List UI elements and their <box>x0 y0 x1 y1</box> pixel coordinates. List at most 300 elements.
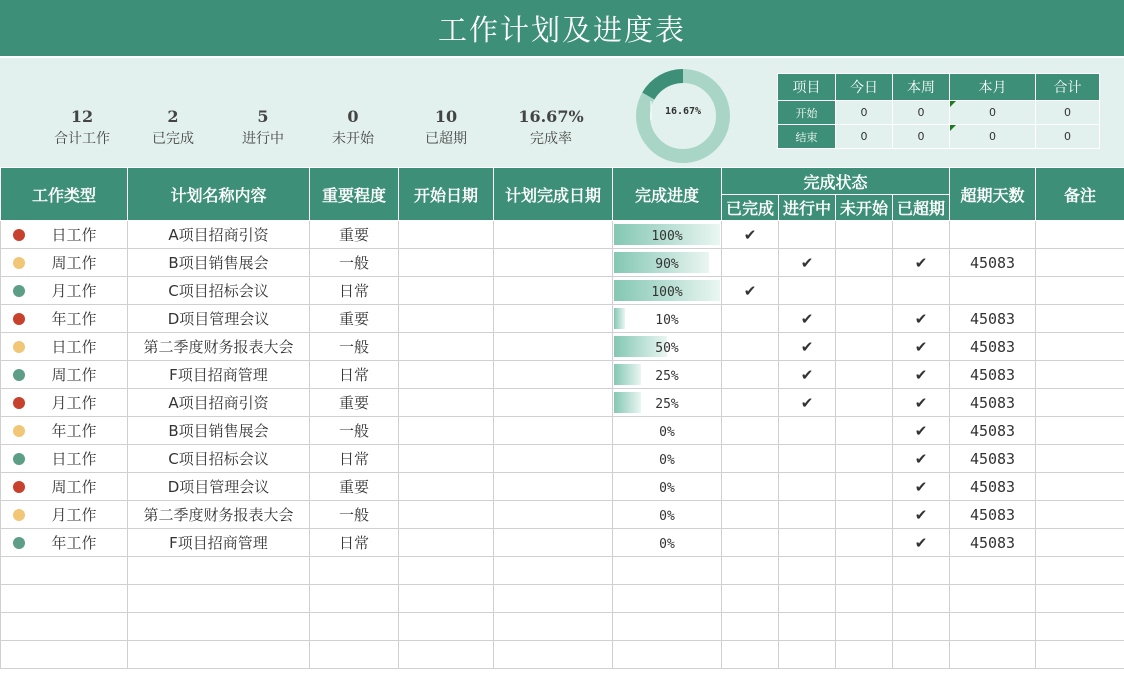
start-date-cell[interactable] <box>399 361 494 389</box>
work-type-text: 周工作 <box>51 254 97 272</box>
remarks-cell[interactable] <box>1036 221 1124 249</box>
work-type-cell[interactable] <box>1 529 128 557</box>
planned-end-date-cell[interactable] <box>494 389 613 417</box>
work-type-cell[interactable] <box>1 389 128 417</box>
completed-check-cell[interactable] <box>722 529 779 557</box>
empty-cell[interactable] <box>128 585 310 613</box>
completed-check-cell[interactable] <box>722 501 779 529</box>
status-dot-icon <box>13 313 25 325</box>
mini-header: 本月 <box>950 74 1036 101</box>
progress-text: 50% <box>655 340 679 356</box>
empty-cell[interactable] <box>310 641 399 669</box>
empty-cell[interactable] <box>1036 585 1124 613</box>
status-dot-icon <box>13 285 25 297</box>
overdue-check-cell[interactable]: ✔ <box>893 473 950 501</box>
table-row <box>1 333 1124 361</box>
stat-completion-rate <box>506 106 596 150</box>
empty-cell[interactable] <box>893 641 950 669</box>
planned-end-date-cell[interactable] <box>494 221 613 249</box>
overdue-check-cell[interactable]: ✔ <box>893 445 950 473</box>
start-date-cell[interactable] <box>399 473 494 501</box>
mini-cell[interactable]: 0 <box>1036 125 1100 149</box>
work-plan-table <box>0 167 1124 669</box>
planned-end-date-cell[interactable] <box>494 445 613 473</box>
empty-cell[interactable] <box>950 585 1036 613</box>
overdue-days-cell[interactable] <box>950 277 1036 305</box>
stat-value: 2 <box>167 107 179 126</box>
stat-not-started <box>308 106 398 150</box>
table-row <box>1 389 1124 417</box>
status-dot-icon <box>13 509 25 521</box>
donut-label: 16.67% <box>664 106 702 117</box>
progress-text: 0% <box>659 452 675 468</box>
start-date-cell[interactable] <box>399 445 494 473</box>
not-started-check-cell[interactable] <box>836 249 893 277</box>
progress-cell[interactable] <box>613 221 722 249</box>
in-progress-check-cell[interactable]: ✔ <box>779 333 836 361</box>
work-type-text: 日工作 <box>51 338 97 356</box>
empty-cell[interactable] <box>613 613 722 641</box>
completed-check-cell[interactable] <box>722 361 779 389</box>
empty-cell[interactable] <box>1036 613 1124 641</box>
header-start-date: 开始日期 <box>399 168 494 221</box>
progress-text: 10% <box>655 312 679 328</box>
start-date-cell[interactable] <box>399 305 494 333</box>
progress-cell[interactable] <box>613 249 722 277</box>
plan-name-cell[interactable]: F项目招商管理 <box>128 529 310 557</box>
not-started-check-cell[interactable] <box>836 445 893 473</box>
progress-cell[interactable] <box>613 445 722 473</box>
empty-cell[interactable] <box>722 641 779 669</box>
mini-cell[interactable]: 0 <box>893 101 950 125</box>
overdue-days-cell[interactable]: 45083 <box>950 529 1036 557</box>
completed-check-cell[interactable] <box>722 333 779 361</box>
empty-cell[interactable] <box>836 585 893 613</box>
in-progress-check-cell[interactable]: ✔ <box>779 305 836 333</box>
progress-bar-fill <box>614 392 641 413</box>
importance-cell[interactable]: 一般 <box>310 249 399 277</box>
remarks-cell[interactable] <box>1036 277 1124 305</box>
progress-bar-fill <box>614 308 625 329</box>
planned-end-date-cell[interactable] <box>494 277 613 305</box>
planned-end-date-cell[interactable] <box>494 529 613 557</box>
mini-cell[interactable]: 0 <box>836 101 893 125</box>
empty-cell[interactable] <box>1036 557 1124 585</box>
stat-value: 0 <box>347 107 359 126</box>
table-row <box>1 445 1124 473</box>
not-started-check-cell[interactable] <box>836 361 893 389</box>
stat-overdue <box>401 106 491 150</box>
completed-check-cell[interactable] <box>722 249 779 277</box>
start-date-cell[interactable] <box>399 249 494 277</box>
in-progress-check-cell[interactable]: ✔ <box>779 361 836 389</box>
overdue-check-cell[interactable]: ✔ <box>893 417 950 445</box>
importance-cell[interactable]: 日常 <box>310 361 399 389</box>
start-date-cell[interactable] <box>399 333 494 361</box>
remarks-cell[interactable] <box>1036 501 1124 529</box>
stat-value: 16.67% <box>518 107 584 126</box>
empty-cell[interactable] <box>128 613 310 641</box>
in-progress-check-cell[interactable] <box>779 473 836 501</box>
progress-cell[interactable] <box>613 473 722 501</box>
not-started-check-cell[interactable] <box>836 221 893 249</box>
stat-label: 已超期 <box>425 131 467 147</box>
remarks-cell[interactable] <box>1036 473 1124 501</box>
not-started-check-cell[interactable] <box>836 305 893 333</box>
in-progress-check-cell[interactable] <box>779 501 836 529</box>
progress-text: 0% <box>659 536 675 552</box>
work-type-cell[interactable] <box>1 277 128 305</box>
progress-cell[interactable] <box>613 389 722 417</box>
work-type-cell[interactable] <box>1 305 128 333</box>
work-type-cell[interactable] <box>1 445 128 473</box>
table-row <box>1 361 1124 389</box>
mini-header: 今日 <box>836 74 893 101</box>
work-type-cell[interactable] <box>1 501 128 529</box>
comment-marker-icon <box>950 125 956 131</box>
overdue-check-cell[interactable]: ✔ <box>893 305 950 333</box>
start-date-cell[interactable] <box>399 221 494 249</box>
progress-text: 0% <box>659 508 675 524</box>
plan-name-cell[interactable]: F项目招商管理 <box>128 361 310 389</box>
remarks-cell[interactable] <box>1036 333 1124 361</box>
importance-cell[interactable]: 重要 <box>310 389 399 417</box>
stat-completed <box>128 106 218 150</box>
plan-name-cell[interactable]: A项目招商引资 <box>128 221 310 249</box>
empty-cell[interactable] <box>722 613 779 641</box>
importance-cell[interactable]: 一般 <box>310 333 399 361</box>
empty-cell[interactable] <box>494 641 613 669</box>
plan-name-cell[interactable]: B项目销售展会 <box>128 249 310 277</box>
header-plan-name: 计划名称内容 <box>128 168 310 221</box>
overdue-check-cell[interactable]: ✔ <box>893 333 950 361</box>
planned-end-date-cell[interactable] <box>494 333 613 361</box>
remarks-cell[interactable] <box>1036 305 1124 333</box>
page-title: 工作计划及进度表 <box>0 0 1124 56</box>
empty-cell[interactable] <box>1 585 128 613</box>
overdue-days-cell[interactable]: 45083 <box>950 249 1036 277</box>
plan-name-cell[interactable]: C项目招标会议 <box>128 445 310 473</box>
table-row <box>1 473 1124 501</box>
empty-cell[interactable] <box>494 557 613 585</box>
empty-cell[interactable] <box>613 641 722 669</box>
progress-cell[interactable] <box>613 361 722 389</box>
empty-cell[interactable] <box>399 613 494 641</box>
progress-cell[interactable] <box>613 529 722 557</box>
stat-value: 12 <box>70 107 94 126</box>
not-started-check-cell[interactable] <box>836 417 893 445</box>
empty-table-row <box>1 585 1124 613</box>
status-dot-icon <box>13 229 25 241</box>
mini-header: 本周 <box>893 74 950 101</box>
progress-text: 0% <box>659 424 675 440</box>
planned-end-date-cell[interactable] <box>494 361 613 389</box>
empty-cell[interactable] <box>779 557 836 585</box>
importance-cell[interactable]: 重要 <box>310 221 399 249</box>
overdue-check-cell[interactable] <box>893 277 950 305</box>
completed-check-cell[interactable] <box>722 445 779 473</box>
start-date-cell[interactable] <box>399 389 494 417</box>
work-type-cell[interactable] <box>1 417 128 445</box>
remarks-cell[interactable] <box>1036 389 1124 417</box>
status-dot-icon <box>13 425 25 437</box>
overdue-check-cell[interactable]: ✔ <box>893 501 950 529</box>
not-started-check-cell[interactable] <box>836 473 893 501</box>
subheader-not-started: 未开始 <box>836 195 893 221</box>
subheader-in-progress: 进行中 <box>779 195 836 221</box>
summary-panel <box>0 58 1124 167</box>
overdue-days-cell[interactable]: 45083 <box>950 501 1036 529</box>
importance-cell[interactable]: 一般 <box>310 501 399 529</box>
progress-text: 0% <box>659 480 675 496</box>
in-progress-check-cell[interactable] <box>779 445 836 473</box>
empty-cell[interactable] <box>836 641 893 669</box>
start-date-cell[interactable] <box>399 529 494 557</box>
completed-check-cell[interactable]: ✔ <box>722 277 779 305</box>
empty-cell[interactable] <box>779 613 836 641</box>
empty-cell[interactable] <box>613 557 722 585</box>
completed-check-cell[interactable] <box>722 417 779 445</box>
work-type-text: 周工作 <box>51 366 97 384</box>
plan-name-cell[interactable]: D项目管理会议 <box>128 305 310 333</box>
table-row <box>1 249 1124 277</box>
importance-cell[interactable]: 重要 <box>310 305 399 333</box>
table-row <box>1 305 1124 333</box>
progress-text: 25% <box>655 368 679 384</box>
completed-check-cell[interactable] <box>722 389 779 417</box>
overdue-check-cell[interactable]: ✔ <box>893 529 950 557</box>
progress-cell[interactable] <box>613 333 722 361</box>
work-type-text: 日工作 <box>51 226 97 244</box>
stat-in-progress <box>218 106 308 150</box>
empty-cell[interactable] <box>310 557 399 585</box>
comment-marker-icon <box>950 101 956 107</box>
mini-cell[interactable]: 0 <box>893 125 950 149</box>
in-progress-check-cell[interactable] <box>779 529 836 557</box>
stat-total <box>37 106 127 150</box>
remarks-cell[interactable] <box>1036 249 1124 277</box>
empty-cell[interactable] <box>310 585 399 613</box>
remarks-cell[interactable] <box>1036 417 1124 445</box>
not-started-check-cell[interactable] <box>836 389 893 417</box>
overdue-days-cell[interactable]: 45083 <box>950 305 1036 333</box>
plan-name-cell[interactable]: D项目管理会议 <box>128 473 310 501</box>
header-remarks: 备注 <box>1036 168 1124 221</box>
mini-row-label: 开始 <box>778 101 836 125</box>
subheader-completed: 已完成 <box>722 195 779 221</box>
stat-value: 5 <box>257 107 269 126</box>
completed-check-cell[interactable] <box>722 305 779 333</box>
empty-table-row <box>1 557 1124 585</box>
table-row <box>1 501 1124 529</box>
plan-name-cell[interactable]: B项目销售展会 <box>128 417 310 445</box>
status-dot-icon <box>13 537 25 549</box>
overdue-days-cell[interactable]: 45083 <box>950 389 1036 417</box>
overdue-days-cell[interactable]: 45083 <box>950 445 1036 473</box>
empty-cell[interactable] <box>950 641 1036 669</box>
overdue-days-cell[interactable]: 45083 <box>950 473 1036 501</box>
empty-cell[interactable] <box>494 613 613 641</box>
not-started-check-cell[interactable] <box>836 277 893 305</box>
start-date-cell[interactable] <box>399 277 494 305</box>
importance-cell[interactable]: 日常 <box>310 529 399 557</box>
planned-end-date-cell[interactable] <box>494 417 613 445</box>
mini-header: 项目 <box>778 74 836 101</box>
empty-cell[interactable] <box>836 557 893 585</box>
empty-cell[interactable] <box>950 557 1036 585</box>
start-date-cell[interactable] <box>399 501 494 529</box>
importance-cell[interactable]: 日常 <box>310 277 399 305</box>
work-type-text: 日工作 <box>51 450 97 468</box>
stat-label: 完成率 <box>530 131 572 147</box>
empty-cell[interactable] <box>399 585 494 613</box>
overdue-check-cell[interactable] <box>893 221 950 249</box>
empty-cell[interactable] <box>1036 641 1124 669</box>
overdue-days-cell[interactable]: 45083 <box>950 361 1036 389</box>
empty-table-row <box>1 613 1124 641</box>
remarks-cell[interactable] <box>1036 445 1124 473</box>
empty-cell[interactable] <box>310 613 399 641</box>
work-type-cell[interactable] <box>1 249 128 277</box>
overdue-check-cell[interactable]: ✔ <box>893 389 950 417</box>
mini-cell-value: 0 <box>989 106 996 119</box>
header-overdue-days: 超期天数 <box>950 168 1036 221</box>
planned-end-date-cell[interactable] <box>494 249 613 277</box>
plan-name-cell[interactable]: 第二季度财务报表大会 <box>128 333 310 361</box>
start-date-cell[interactable] <box>399 417 494 445</box>
stat-label: 合计工作 <box>54 131 110 147</box>
status-dot-icon <box>13 369 25 381</box>
importance-cell[interactable]: 日常 <box>310 445 399 473</box>
work-type-text: 月工作 <box>51 506 97 524</box>
empty-table-row <box>1 641 1124 669</box>
plan-name-cell[interactable]: A项目招商引资 <box>128 389 310 417</box>
mini-cell-value: 0 <box>989 130 996 143</box>
status-dot-icon <box>13 257 25 269</box>
header-work-type: 工作类型 <box>1 168 128 221</box>
empty-cell[interactable] <box>779 641 836 669</box>
plan-name-cell[interactable]: C项目招标会议 <box>128 277 310 305</box>
work-type-text: 年工作 <box>51 310 97 328</box>
table-row <box>1 277 1124 305</box>
mini-cell[interactable] <box>950 125 1036 149</box>
empty-cell[interactable] <box>613 585 722 613</box>
empty-cell[interactable] <box>722 585 779 613</box>
stat-label: 已完成 <box>152 131 194 147</box>
header-completion-status: 完成状态 <box>722 168 950 195</box>
status-dot-icon <box>13 341 25 353</box>
empty-cell[interactable] <box>128 557 310 585</box>
importance-cell[interactable]: 重要 <box>310 473 399 501</box>
header-planned-end-date: 计划完成日期 <box>494 168 613 221</box>
work-type-text: 月工作 <box>51 282 97 300</box>
not-started-check-cell[interactable] <box>836 529 893 557</box>
importance-cell[interactable]: 一般 <box>310 417 399 445</box>
empty-cell[interactable] <box>399 641 494 669</box>
not-started-check-cell[interactable] <box>836 501 893 529</box>
plan-name-cell[interactable]: 第二季度财务报表大会 <box>128 501 310 529</box>
planned-end-date-cell[interactable] <box>494 473 613 501</box>
empty-cell[interactable] <box>1 613 128 641</box>
progress-cell[interactable] <box>613 305 722 333</box>
progress-text: 90% <box>655 256 679 272</box>
progress-cell[interactable] <box>613 277 722 305</box>
status-dot-icon <box>13 481 25 493</box>
mini-cell[interactable]: 0 <box>1036 101 1100 125</box>
table-row <box>1 417 1124 445</box>
work-type-text: 年工作 <box>51 534 97 552</box>
in-progress-check-cell[interactable]: ✔ <box>779 249 836 277</box>
overdue-check-cell[interactable]: ✔ <box>893 249 950 277</box>
stat-label: 未开始 <box>332 131 374 147</box>
empty-cell[interactable] <box>128 641 310 669</box>
progress-cell[interactable] <box>613 417 722 445</box>
mini-cell[interactable] <box>950 101 1036 125</box>
progress-text: 25% <box>655 396 679 412</box>
empty-cell[interactable] <box>950 613 1036 641</box>
empty-cell[interactable] <box>893 557 950 585</box>
progress-text: 100% <box>651 228 683 244</box>
completed-check-cell[interactable] <box>722 473 779 501</box>
overdue-check-cell[interactable]: ✔ <box>893 361 950 389</box>
work-type-cell[interactable] <box>1 221 128 249</box>
remarks-cell[interactable] <box>1036 529 1124 557</box>
planned-end-date-cell[interactable] <box>494 501 613 529</box>
overdue-days-cell[interactable] <box>950 221 1036 249</box>
mini-cell[interactable]: 0 <box>836 125 893 149</box>
status-dot-icon <box>13 397 25 409</box>
remarks-cell[interactable] <box>1036 361 1124 389</box>
table-row <box>1 221 1124 249</box>
empty-cell[interactable] <box>399 557 494 585</box>
progress-cell[interactable] <box>613 501 722 529</box>
table-row <box>1 529 1124 557</box>
empty-cell[interactable] <box>893 585 950 613</box>
subheader-overdue: 已超期 <box>893 195 950 221</box>
empty-cell[interactable] <box>1 641 128 669</box>
mini-row-label: 结束 <box>778 125 836 149</box>
not-started-check-cell[interactable] <box>836 333 893 361</box>
empty-cell[interactable] <box>494 585 613 613</box>
status-dot-icon <box>13 453 25 465</box>
completed-check-cell[interactable]: ✔ <box>722 221 779 249</box>
empty-cell[interactable] <box>779 585 836 613</box>
in-progress-check-cell[interactable] <box>779 277 836 305</box>
in-progress-check-cell[interactable] <box>779 221 836 249</box>
work-type-cell[interactable] <box>1 333 128 361</box>
progress-bar-fill <box>614 364 641 385</box>
header-importance: 重要程度 <box>310 168 399 221</box>
stat-value: 10 <box>434 107 458 126</box>
work-type-cell[interactable] <box>1 361 128 389</box>
overdue-days-cell[interactable]: 45083 <box>950 417 1036 445</box>
header-progress: 完成进度 <box>613 168 722 221</box>
work-type-cell[interactable] <box>1 473 128 501</box>
empty-cell[interactable] <box>722 557 779 585</box>
stat-label: 进行中 <box>242 131 284 147</box>
in-progress-check-cell[interactable]: ✔ <box>779 389 836 417</box>
mini-header: 合计 <box>1036 74 1100 101</box>
empty-cell[interactable] <box>836 613 893 641</box>
empty-cell[interactable] <box>893 613 950 641</box>
empty-cell[interactable] <box>1 557 128 585</box>
planned-end-date-cell[interactable] <box>494 305 613 333</box>
in-progress-check-cell[interactable] <box>779 417 836 445</box>
progress-text: 100% <box>651 284 683 300</box>
overdue-days-cell[interactable]: 45083 <box>950 333 1036 361</box>
donut-progress-arc <box>648 76 683 96</box>
work-type-text: 月工作 <box>51 394 97 412</box>
